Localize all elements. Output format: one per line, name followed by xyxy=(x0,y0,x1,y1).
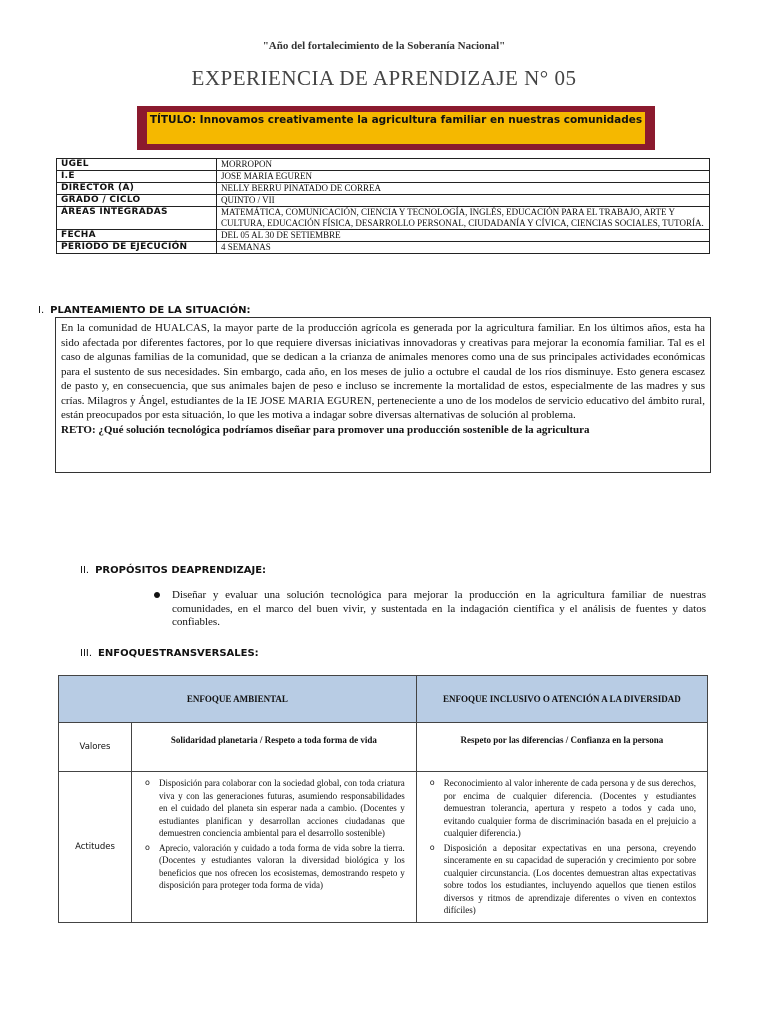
section-3-title: ENFOQUESTRANSVERSALES: xyxy=(98,648,259,659)
actitudes-inclusivo xyxy=(416,772,707,923)
info-value: JOSE MARIA EGUREN xyxy=(217,171,710,183)
info-key: DIRECTOR (A) xyxy=(57,183,217,195)
info-table xyxy=(56,158,710,254)
info-value: MATEMÁTICA, COMUNICACIÓN, CIENCIA Y TECNOLOGÍA, INGLÉS, EDUCACIÓN PARA EL TRABAJO, ARTE Y CULTURA, EDUCACIÓN FÍSICA, DESARROLLO PERSONAL, CIUDADANÍA Y CÍVICA, CIENCIAS SOCIALES, TUTORÍA. xyxy=(217,207,710,230)
section-1-number: I. xyxy=(38,305,45,316)
section-2-number: II. xyxy=(80,565,90,576)
info-value: NELLY BERRU PINATADO DE CORREA xyxy=(217,183,710,195)
actitudes-label: Actitudes xyxy=(59,772,132,923)
actitud-item: o Disposición a depositar expectativas en una persona, creyendo sinceramente en su capacidad de superación y crecimiento por sobre cualquier circunstancia. (Los docentes demuestran altas expectativas sobre todos los estudiantes, incluyendo aquellos que tienen estilos diversos y ritmos de aprendizaje diferentes o viven en contextos difíciles) xyxy=(444,842,696,917)
actitud-item: o Reconocimiento al valor inherente de cada persona y de sus derechos, por encima de cualquier diferencia. (Docentes y estudiantes demuestran tolerancia, apertura y respeto a todos y cada uno, evitando cualquier forma de discriminación basada en el prejuicio a cualquier diferencia.) xyxy=(444,777,696,840)
situation-box xyxy=(55,317,711,473)
info-key: ÁREAS INTEGRADAS xyxy=(57,207,217,230)
info-value: DEL 05 AL 30 DE SETIEMBRE xyxy=(217,230,710,242)
info-key: FECHA xyxy=(57,230,217,242)
title-banner xyxy=(137,106,655,150)
actitud-item: o Aprecio, valoración y cuidado a toda forma de vida sobre la tierra. (Docentes y estudiantes valoran la diversidad biológica y los beneficios que nos ofrecen los ecosistemas, demostrando respeto y disposición para proteger toda forma de vida) xyxy=(159,842,405,892)
section-2-title: PROPÓSITOS DEAPRENDIZAJE: xyxy=(95,565,267,576)
reto-paragraph xyxy=(61,423,705,438)
reto-label: RETO xyxy=(61,423,92,436)
section-1-title: PLANTEAMIENTO DE LA SITUACIÓN: xyxy=(50,305,251,316)
info-key: UGEL xyxy=(57,159,217,171)
info-key: I.E xyxy=(57,171,217,183)
actitudes-inclusivo-list xyxy=(418,773,706,921)
valores-label: Valores xyxy=(59,723,132,772)
actitudes-row xyxy=(59,772,708,923)
section-3-heading xyxy=(80,648,259,659)
actitudes-ambiental-list xyxy=(133,773,415,896)
valores-ambiental: Solidaridad planetaria / Respeto a toda forma de vida xyxy=(132,723,417,772)
title-text: TÍTULO: Innovamos creativamente la agricultura familiar en nuestras comunidades xyxy=(147,112,645,144)
section-2-heading xyxy=(80,565,266,576)
info-value: QUINTO / VII xyxy=(217,195,710,207)
info-value: MORROPON xyxy=(217,159,710,171)
enfoque-inclusivo-header: ENFOQUE INCLUSIVO O ATENCIÓN A LA DIVERSIDAD xyxy=(416,676,707,723)
info-row xyxy=(57,195,710,207)
valores-inclusivo: Respeto por las diferencias / Confianza en la persona xyxy=(416,723,707,772)
enfoque-ambiental-header: ENFOQUE AMBIENTAL xyxy=(59,676,417,723)
section-3-number: III. xyxy=(80,648,93,659)
section-1-heading xyxy=(38,305,250,316)
motto-header: "Año del fortalecimiento de la Soberanía Nacional" xyxy=(262,40,506,52)
info-row xyxy=(57,207,710,230)
info-row xyxy=(57,159,710,171)
info-value: 4 SEMANAS xyxy=(217,242,710,254)
info-row xyxy=(57,230,710,242)
valores-row xyxy=(59,723,708,772)
info-row xyxy=(57,183,710,195)
situation-text: En la comunidad de HUALCAS, la mayor parte de la producción agrícola es generada por la agricultura familiar. En los últimos años, esta ha sido afectada por diferentes factores, por lo que requiere diversas iniciativas innovadoras y creativas para mejorar la economía familiar. Tal es el caso de algunas familias de la comunidad, que se dedican a la crianza de animales menores como una de sus principales actividades económicas para el sustento de sus necesidades. Sin embargo, cada año, en los meses de julio a octubre el caudal de los ríos disminuye. Esto genera escasez de pasto y, en consecuencia, que sus animales bajen de peso e incluso se incremente la mortalidad de estos, especialmente de las madres y sus crías. Milagros y Ángel, estudiantes de la IE JOSE MARIA EGUREN, perteneciente a uno de los modelos de servicio educativo del ámbito rural, están preocupados por esta situación, lo que les motiva a indagar sobre diversas alternativas de solución al problema. xyxy=(61,322,705,421)
info-row xyxy=(57,171,710,183)
info-key: PERIODO DE EJECUCIÓN xyxy=(57,242,217,254)
info-key: GRADO / CICLO xyxy=(57,195,217,207)
bullet-icon xyxy=(154,592,160,598)
actitud-item: o Disposición para colaborar con la sociedad global, con toda criatura viva y con las generaciones futuras, asumiendo responsabilidades en el cuidado del planeta sin esperar nada a cambio. (Docentes y estudiantes planifican y desarrollan acciones ciudadanas que demuestren conciencia ambiental para el desarrollo sostenible) xyxy=(159,777,405,840)
actitudes-ambiental xyxy=(132,772,417,923)
enfoques-header-row xyxy=(59,676,708,723)
page-title: EXPERIENCIA DE APRENDIZAJE N° 05 xyxy=(191,66,577,90)
enfoques-table xyxy=(58,675,708,923)
info-row xyxy=(57,242,710,254)
reto-text: : ¿Qué solución tecnológica podríamos diseñar para promover una producción sostenible de la agricultura xyxy=(91,423,590,436)
purpose-text: Diseñar y evaluar una solución tecnológica para mejorar la producción en la agricultura familiar de nuestras comunidades, en el marco del buen vivir, y sustentada en la indagación científica y el análisis de fuentes y datos confiables. xyxy=(172,589,706,628)
